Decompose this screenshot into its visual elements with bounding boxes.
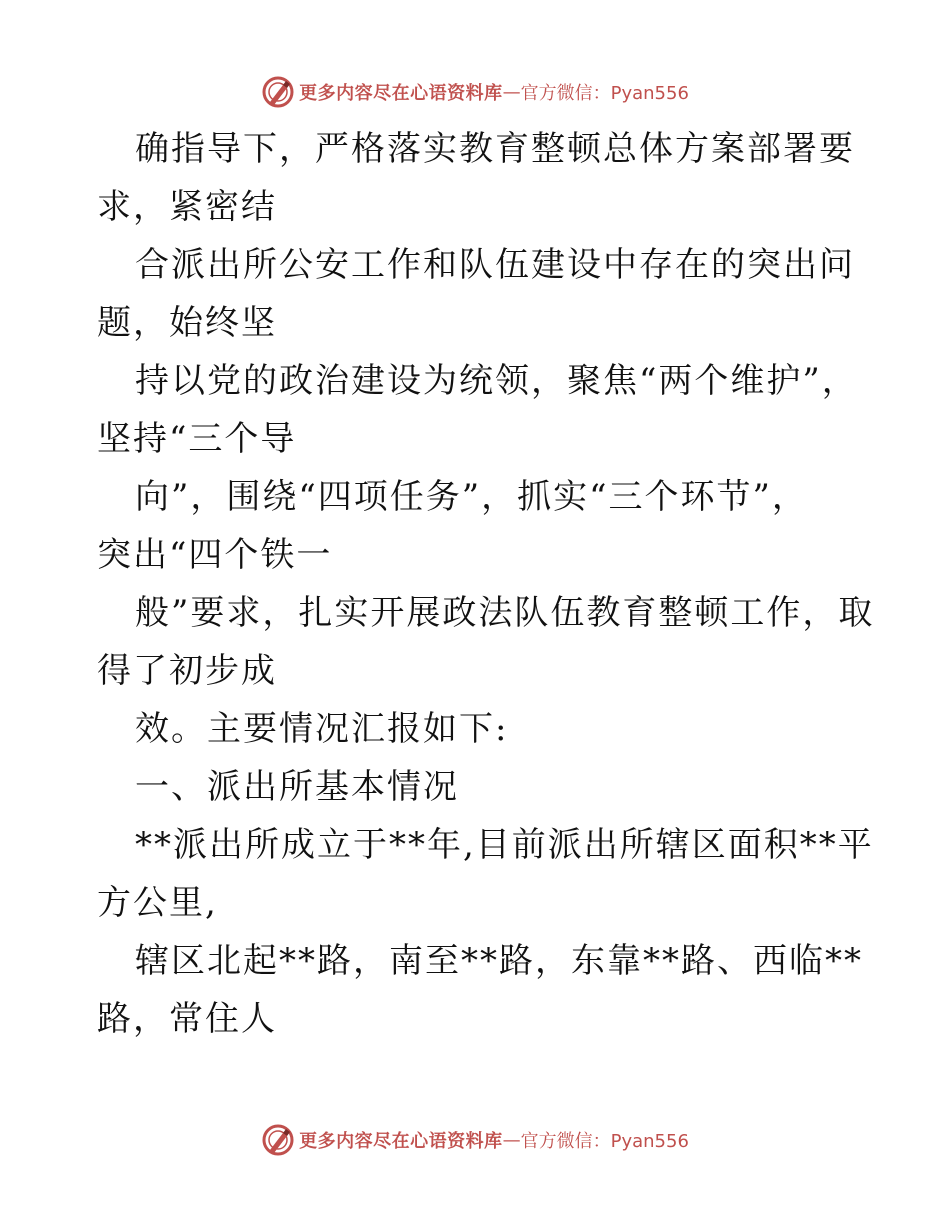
banner-separator: — [502,81,521,103]
body-line: **派出所成立于**年,目前派出所辖区面积**平 [135,825,874,865]
body-line: 般”要求，扎实开展政法队伍教育整顿工作，取 [135,593,875,633]
body-line: 持以党的政治建设为统领，聚焦“两个维护”， [135,361,858,401]
body-line: 方公里, [97,883,218,923]
body-line: 辖区北起**路，南至**路，东靠**路、西临** [135,941,863,981]
banner-separator: — [502,1129,521,1151]
header-banner [0,72,950,112]
body-line: 得了初步成 [97,651,277,691]
banner-text: 更多内容尽在心语资料库 [299,1131,503,1152]
body-line: 向”，围绕“四项任务”，抓实“三个环节”， [135,477,808,517]
body-line: 路，常住人 [97,999,277,1039]
body-line: 题，始终坚 [97,303,277,343]
banner-wechat: 官方微信：Pyan556 [520,83,689,104]
banner-text: 更多内容尽在心语资料库 [299,83,503,104]
body-line: 确指导下，严格落实教育整顿总体方案部署要 [135,129,855,169]
banner-wechat: 官方微信：Pyan556 [520,1131,689,1152]
body-line: 效。主要情况汇报如下: [135,709,509,749]
footer-banner [0,1120,950,1160]
section-heading: 一、派出所基本情况 [135,767,459,807]
pen-logo-icon [261,1123,295,1157]
body-line: 突出“四个铁一 [97,535,333,575]
body-line: 坚持“三个导 [97,419,297,459]
body-line: 求，紧密结 [97,187,277,227]
pen-logo-icon [261,75,295,109]
body-line: 合派出所公安工作和队伍建设中存在的突出问 [135,245,855,285]
document-body [97,120,877,1048]
